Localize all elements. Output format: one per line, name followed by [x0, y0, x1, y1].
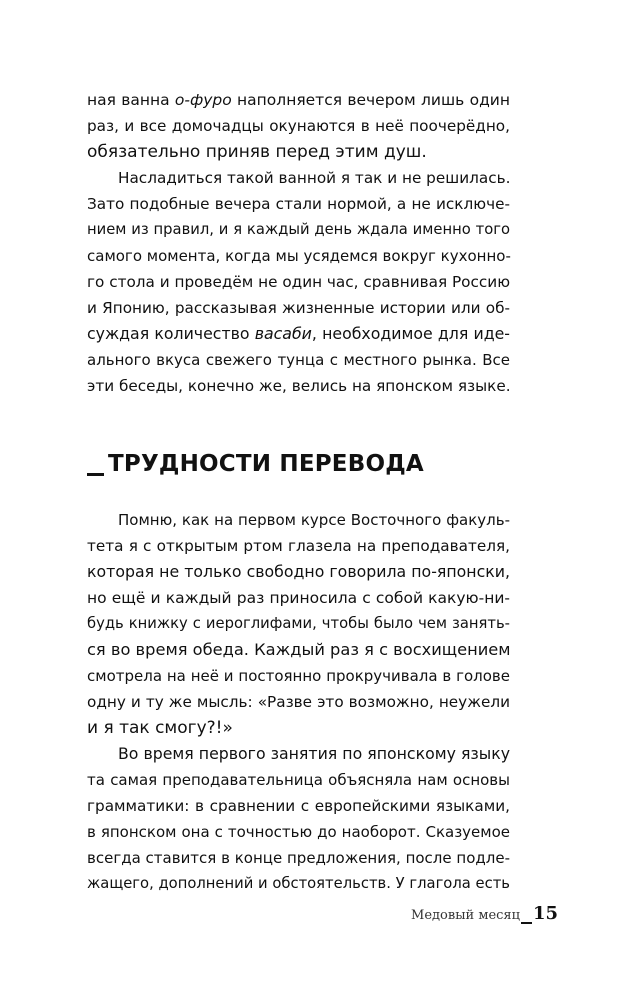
text-line: одну и ту же мысль: «Разве это возможно, неужели: [87, 693, 510, 711]
text-line: и я так смогу?!»: [87, 718, 233, 738]
text-line: будь книжку с иероглифами, чтобы было чем занять-: [87, 615, 510, 632]
text-line: которая не только свободно говорила по-японски,: [87, 562, 510, 581]
running-footer-title: Медовый месяц: [411, 908, 520, 923]
text-line: всегда ставится в конце предложения, после подле-: [87, 849, 510, 867]
text-line: в японском она с точностью до наоборот. Сказуемое: [87, 823, 510, 841]
text-line: раз, и все домочадцы окунаются в неё поочерёдно,: [87, 117, 510, 135]
text-line: эти беседы, конечно же, велись на японском языке.: [87, 377, 511, 395]
section-heading: ТРУДНОСТИ ПЕРЕВОДА: [108, 451, 424, 477]
text-line: самого момента, когда мы усядемся вокруг кухонно-: [87, 247, 511, 265]
text-line: ального вкуса свежего тунца с местного рынка. Все: [87, 351, 510, 369]
italic-term: васаби: [254, 324, 312, 343]
text-line: ся во время обеда. Каждый раз я с восхищением: [87, 640, 511, 659]
page-number: 15: [533, 903, 559, 924]
text-line: смотрела на неё и постоянно прокручивала в голове: [87, 667, 510, 685]
italic-term: о-фуро: [174, 91, 232, 109]
heading-underscore: [87, 473, 104, 476]
text-line: Насладиться такой ванной я так и не решилась.: [118, 169, 511, 187]
text-line: го стола и проведём не один час, сравнивая Россию: [87, 273, 511, 291]
text-line: тета я с открытым ртом глазела на преподавателя,: [87, 537, 510, 555]
text-line: Во время первого занятия по японскому языку: [118, 744, 511, 763]
text-line: жащего, дополнений и обстоятельств. У глагола есть: [87, 875, 510, 892]
text-line: но ещё и каждый раз приносила с собой какую-ни-: [87, 589, 510, 607]
text-line: грамматики: в сравнении с европейскими языками,: [87, 797, 510, 815]
text-line: и Японию, рассказывая жизненные истории или об-: [87, 299, 510, 317]
text-line: ная ванна о-фуро наполняется вечером лишь один: [87, 91, 510, 109]
text-line: Помню, как на первом курсе Восточного факуль-: [118, 511, 510, 529]
text-line: Зато подобные вечера стали нормой, а не исключе-: [87, 195, 510, 213]
footer-underscore: [521, 922, 532, 924]
text-line: та самая преподавательница объясняла нам основы: [87, 771, 510, 789]
text-line: нием из правил, и я каждый день ждала именно того: [87, 221, 510, 238]
text-line: суждая количество васаби, необходимое для иде-: [87, 324, 510, 343]
text-line: обязательно приняв перед этим душ.: [87, 142, 427, 162]
